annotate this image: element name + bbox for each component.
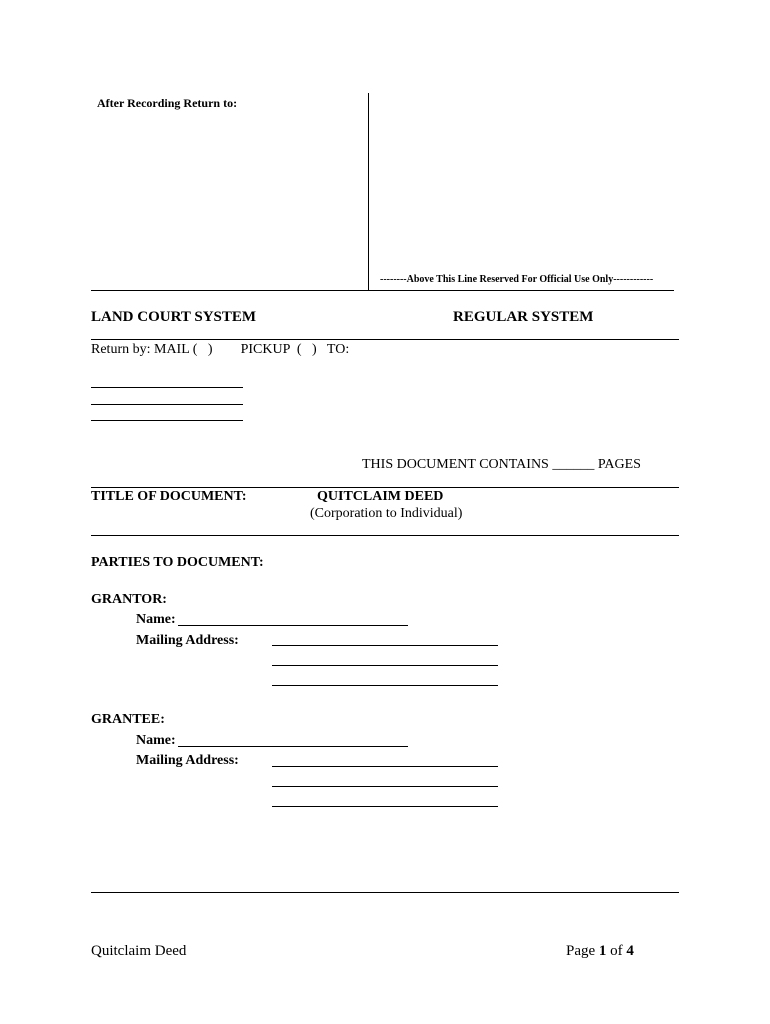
- header-rule: [91, 290, 674, 291]
- document-subtitle: (Corporation to Individual): [310, 506, 463, 521]
- return-address-blank-1[interactable]: [91, 387, 243, 388]
- official-use-note: --------Above This Line Reserved For Official Use Only------------: [380, 274, 654, 285]
- return-to-label: After Recording Return to:: [97, 96, 238, 110]
- page-of: of: [606, 943, 627, 959]
- footer-document-name: Quitclaim Deed: [91, 943, 187, 959]
- grantor-heading: GRANTOR:: [91, 592, 167, 607]
- grantee-heading: GRANTEE:: [91, 712, 165, 727]
- page-prefix: Page: [566, 943, 599, 959]
- title-rule: [91, 535, 679, 536]
- grantor-address-field-1[interactable]: [272, 645, 498, 646]
- total-page-count: 4: [626, 943, 634, 959]
- current-page-number: 1: [598, 943, 607, 959]
- grantor-address-field-2[interactable]: [272, 665, 498, 666]
- document-title: QUITCLAIM DEED: [317, 489, 444, 504]
- bottom-rule: [91, 892, 679, 893]
- page-indicator: [566, 943, 634, 960]
- land-court-system-label: LAND COURT SYSTEM: [91, 309, 257, 325]
- grantee-address-field-1[interactable]: [272, 766, 498, 767]
- grantee-mailing-label: Mailing Address:: [136, 753, 239, 768]
- grantee-name-label: Name:: [136, 733, 176, 748]
- header-divider: [368, 93, 369, 290]
- parties-heading: PARTIES TO DOCUMENT:: [91, 555, 264, 570]
- grantee-address-field-3[interactable]: [272, 806, 498, 807]
- grantor-name-label: Name:: [136, 612, 176, 627]
- title-of-document-label: TITLE OF DOCUMENT:: [91, 489, 247, 504]
- return-address-blank-3[interactable]: [91, 420, 243, 421]
- return-by-line: Return by: MAIL ( ) PICKUP ( ) TO:: [91, 342, 350, 357]
- return-address-blank-2[interactable]: [91, 404, 243, 405]
- page-count-rule: [91, 487, 679, 488]
- grantor-address-field-3[interactable]: [272, 685, 498, 686]
- grantee-address-field-2[interactable]: [272, 786, 498, 787]
- regular-system-label: REGULAR SYSTEM: [453, 309, 594, 325]
- grantor-mailing-label: Mailing Address:: [136, 633, 239, 648]
- grantor-name-field[interactable]: [178, 625, 408, 626]
- systems-rule: [91, 339, 679, 340]
- page-count-line: THIS DOCUMENT CONTAINS ______ PAGES: [362, 457, 641, 472]
- grantee-name-field[interactable]: [178, 746, 408, 747]
